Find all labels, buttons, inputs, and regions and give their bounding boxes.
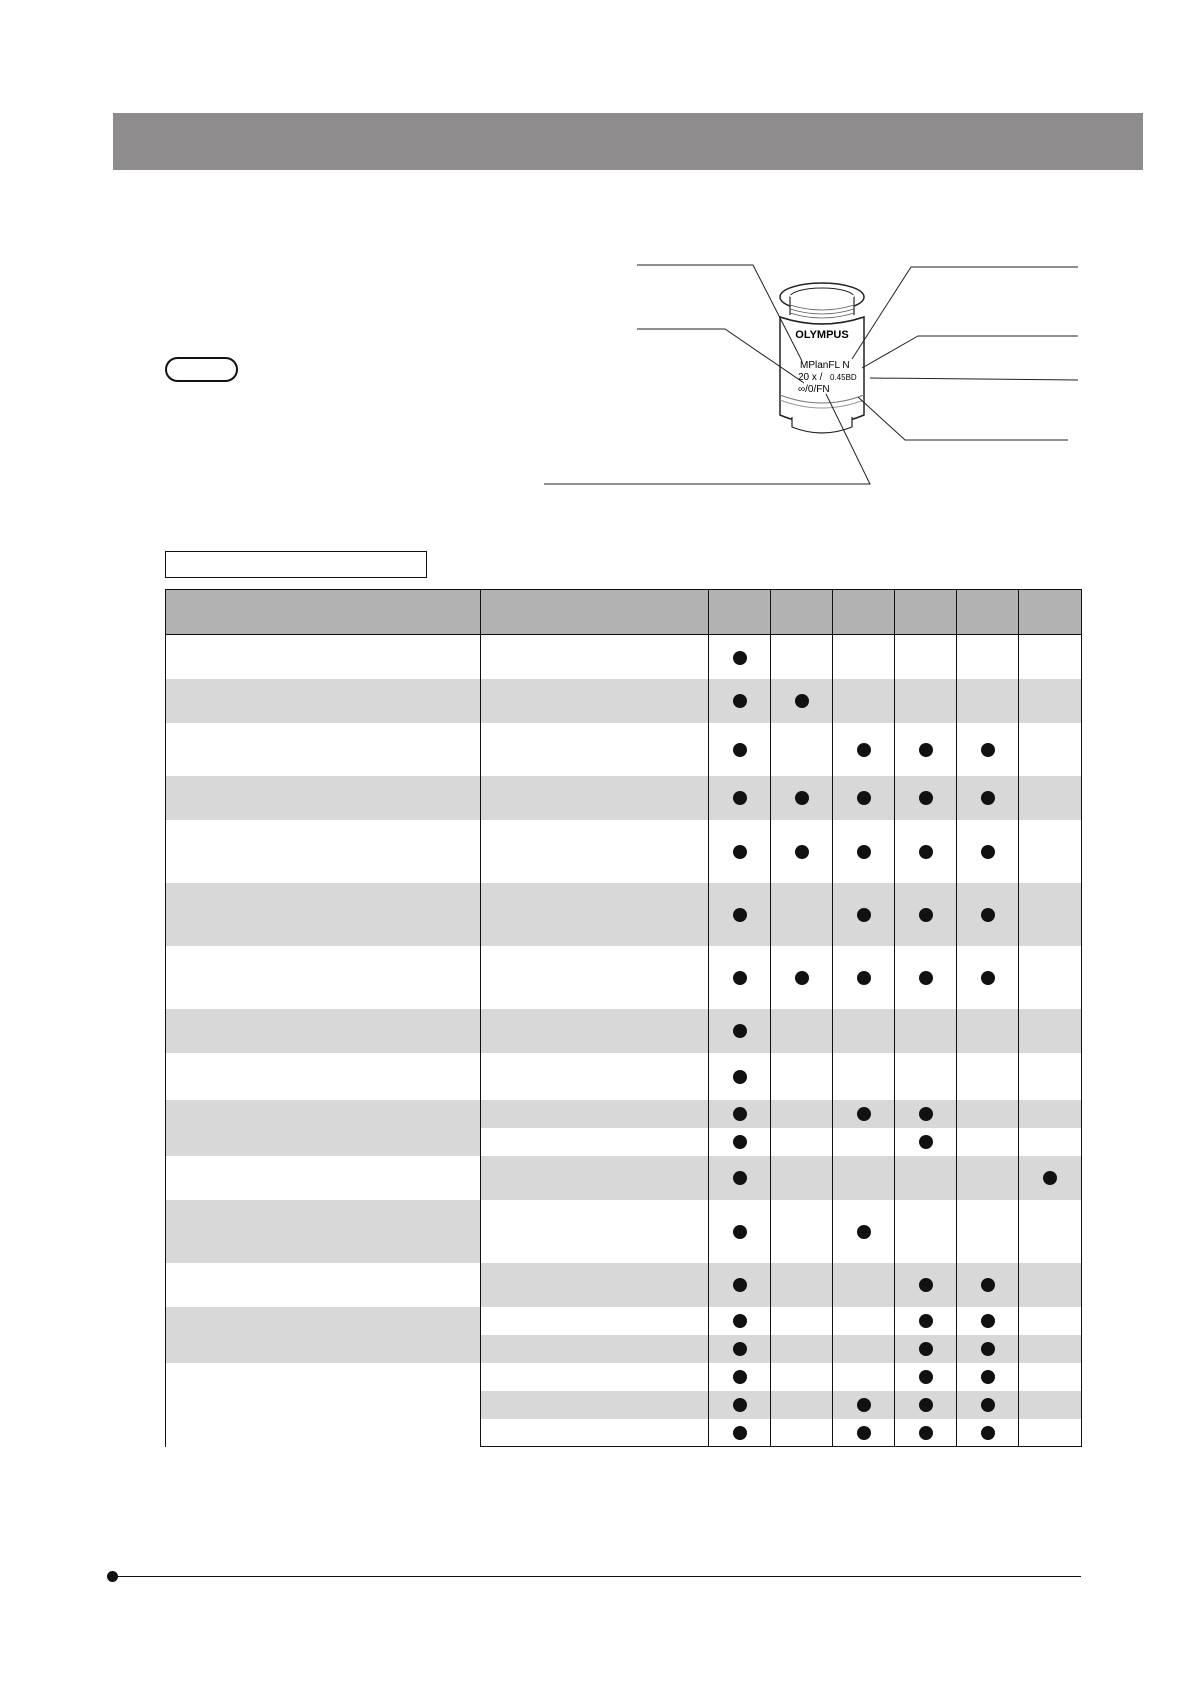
- compat-cell: [957, 1156, 1019, 1200]
- table-caption: [165, 551, 427, 578]
- item-cell: [166, 1100, 481, 1156]
- compat-cell: [895, 1200, 957, 1263]
- compat-cell: [833, 1128, 895, 1156]
- compat-cell: [771, 1053, 833, 1100]
- column-header: [481, 590, 709, 635]
- detail-cell: [481, 776, 709, 820]
- compat-cell: [709, 820, 771, 883]
- table-row: [166, 1156, 1082, 1200]
- compat-cell: [957, 1128, 1019, 1156]
- compatible-dot-icon: [733, 743, 747, 757]
- compat-cell: [957, 776, 1019, 820]
- compat-cell: [771, 1307, 833, 1335]
- detail-cell: [481, 1009, 709, 1053]
- compatible-dot-icon: [795, 971, 809, 985]
- detail-cell: [481, 1100, 709, 1128]
- compat-cell: [957, 679, 1019, 723]
- compat-cell: [957, 1307, 1019, 1335]
- compatible-dot-icon: [733, 845, 747, 859]
- compatible-dot-icon: [733, 1370, 747, 1384]
- compatible-dot-icon: [919, 791, 933, 805]
- compat-cell: [771, 1363, 833, 1391]
- compat-cell: [833, 1391, 895, 1419]
- compat-cell: [957, 946, 1019, 1009]
- compat-cell: [957, 1263, 1019, 1307]
- objective-field-number: ∞/0/FN: [798, 384, 830, 395]
- compat-cell: [1019, 1307, 1082, 1335]
- objective-numerical-aperture: 0.45BD: [830, 373, 857, 382]
- compatible-dot-icon: [733, 1314, 747, 1328]
- compatible-dot-icon: [981, 908, 995, 922]
- compat-cell: [833, 1200, 895, 1263]
- detail-cell: [481, 1391, 709, 1419]
- compat-cell: [895, 1363, 957, 1391]
- compat-cell: [1019, 679, 1082, 723]
- compatible-dot-icon: [981, 845, 995, 859]
- compatible-dot-icon: [1043, 1171, 1057, 1185]
- objective-diagram: [540, 255, 1080, 500]
- compat-cell: [771, 1263, 833, 1307]
- compat-cell: [709, 1307, 771, 1335]
- compat-cell: [957, 1100, 1019, 1128]
- compatible-dot-icon: [981, 1398, 995, 1412]
- compat-cell: [833, 679, 895, 723]
- compat-cell: [833, 1307, 895, 1335]
- column-header: [1019, 590, 1082, 635]
- compat-cell: [833, 1263, 895, 1307]
- compat-cell: [771, 776, 833, 820]
- detail-cell: [481, 1335, 709, 1363]
- table-row: [166, 1263, 1082, 1307]
- compat-cell: [833, 1335, 895, 1363]
- table-body: [166, 635, 1082, 1447]
- objective-magnification: 20 x /: [798, 372, 823, 383]
- item-cell: [166, 679, 481, 723]
- compat-cell: [709, 679, 771, 723]
- detail-cell: [481, 1053, 709, 1100]
- table-row: [166, 1009, 1082, 1053]
- compatible-dot-icon: [795, 845, 809, 859]
- detail-cell: [481, 1200, 709, 1263]
- compat-cell: [895, 1100, 957, 1128]
- compatible-dot-icon: [919, 1314, 933, 1328]
- detail-cell: [481, 1128, 709, 1156]
- compatible-dot-icon: [919, 1426, 933, 1440]
- item-cell: [166, 1009, 481, 1053]
- compatible-dot-icon: [733, 1342, 747, 1356]
- compatible-dot-icon: [981, 971, 995, 985]
- compat-cell: [1019, 1156, 1082, 1200]
- objective-model: MPlanFL N: [800, 360, 850, 371]
- detail-cell: [481, 820, 709, 883]
- compat-cell: [895, 1263, 957, 1307]
- compat-cell: [957, 1053, 1019, 1100]
- item-cell: [166, 946, 481, 1009]
- compat-cell: [709, 776, 771, 820]
- compat-cell: [833, 1100, 895, 1128]
- item-cell: [166, 1053, 481, 1100]
- compat-cell: [771, 1100, 833, 1128]
- compat-cell: [895, 1335, 957, 1363]
- column-header: [709, 590, 771, 635]
- compat-cell: [833, 1156, 895, 1200]
- compat-cell: [957, 1009, 1019, 1053]
- compat-cell: [771, 1335, 833, 1363]
- table-row: [166, 776, 1082, 820]
- compat-cell: [833, 820, 895, 883]
- footer-bullet: [107, 1571, 118, 1582]
- table-row: [166, 679, 1082, 723]
- detail-cell: [481, 635, 709, 679]
- detail-cell: [481, 1263, 709, 1307]
- item-cell: [166, 1363, 481, 1447]
- detail-cell: [481, 1307, 709, 1335]
- compat-cell: [709, 1100, 771, 1128]
- compat-cell: [771, 723, 833, 776]
- compat-cell: [895, 1009, 957, 1053]
- compatible-dot-icon: [919, 743, 933, 757]
- compat-cell: [895, 1307, 957, 1335]
- compat-cell: [1019, 1009, 1082, 1053]
- detail-cell: [481, 723, 709, 776]
- compat-cell: [1019, 946, 1082, 1009]
- compat-cell: [709, 1391, 771, 1419]
- compatible-dot-icon: [733, 1398, 747, 1412]
- compat-cell: [709, 1363, 771, 1391]
- compat-cell: [833, 723, 895, 776]
- compat-cell: [709, 1263, 771, 1307]
- compatible-dot-icon: [919, 1370, 933, 1384]
- compat-cell: [709, 1200, 771, 1263]
- compat-cell: [709, 1053, 771, 1100]
- compat-cell: [709, 1419, 771, 1447]
- compat-cell: [833, 1419, 895, 1447]
- table-row: [166, 946, 1082, 1009]
- compatible-dot-icon: [857, 845, 871, 859]
- compat-cell: [771, 946, 833, 1009]
- column-header: [166, 590, 481, 635]
- compat-cell: [1019, 1391, 1082, 1419]
- compat-cell: [833, 946, 895, 1009]
- detail-cell: [481, 883, 709, 946]
- compat-cell: [833, 635, 895, 679]
- note-badge: [165, 357, 238, 382]
- detail-cell: [481, 1156, 709, 1200]
- objective-brand: OLYMPUS: [795, 329, 849, 341]
- compatible-dot-icon: [733, 1225, 747, 1239]
- compatible-dot-icon: [857, 908, 871, 922]
- table-row: [166, 1363, 1082, 1391]
- item-cell: [166, 1200, 481, 1263]
- detail-cell: [481, 1419, 709, 1447]
- compat-cell: [1019, 776, 1082, 820]
- compat-cell: [895, 1156, 957, 1200]
- compat-cell: [709, 1335, 771, 1363]
- compat-cell: [771, 1419, 833, 1447]
- compatible-dot-icon: [857, 743, 871, 757]
- item-cell: [166, 776, 481, 820]
- column-header: [895, 590, 957, 635]
- compat-cell: [1019, 1200, 1082, 1263]
- item-cell: [166, 635, 481, 679]
- table-row: [166, 635, 1082, 679]
- compat-cell: [957, 820, 1019, 883]
- compatible-dot-icon: [981, 1314, 995, 1328]
- compat-cell: [1019, 1335, 1082, 1363]
- compatible-dot-icon: [919, 908, 933, 922]
- compatible-dot-icon: [733, 1426, 747, 1440]
- compat-cell: [709, 635, 771, 679]
- compat-cell: [1019, 1419, 1082, 1447]
- compatible-dot-icon: [981, 1342, 995, 1356]
- compat-cell: [895, 946, 957, 1009]
- compat-cell: [709, 1128, 771, 1156]
- compatible-dot-icon: [857, 1107, 871, 1121]
- compatible-dot-icon: [795, 791, 809, 805]
- compat-cell: [771, 679, 833, 723]
- compat-cell: [957, 1391, 1019, 1419]
- compat-cell: [957, 1335, 1019, 1363]
- compat-cell: [957, 1419, 1019, 1447]
- compatible-dot-icon: [795, 694, 809, 708]
- column-header: [957, 590, 1019, 635]
- detail-cell: [481, 946, 709, 1009]
- compat-cell: [771, 1009, 833, 1053]
- compatible-dot-icon: [733, 651, 747, 665]
- compat-cell: [895, 1391, 957, 1419]
- item-cell: [166, 883, 481, 946]
- column-header: [771, 590, 833, 635]
- compatible-dot-icon: [733, 908, 747, 922]
- compat-cell: [895, 1128, 957, 1156]
- compat-cell: [709, 1156, 771, 1200]
- compat-cell: [1019, 820, 1082, 883]
- compatible-dot-icon: [733, 694, 747, 708]
- table-row: [166, 820, 1082, 883]
- compat-cell: [895, 1419, 957, 1447]
- compat-cell: [771, 1156, 833, 1200]
- compat-cell: [895, 776, 957, 820]
- compatible-dot-icon: [919, 845, 933, 859]
- item-cell: [166, 820, 481, 883]
- compatible-dot-icon: [919, 1398, 933, 1412]
- item-cell: [166, 1307, 481, 1363]
- compat-cell: [895, 723, 957, 776]
- item-cell: [166, 1263, 481, 1307]
- compatible-dot-icon: [733, 791, 747, 805]
- detail-cell: [481, 1363, 709, 1391]
- column-header: [833, 590, 895, 635]
- compat-cell: [1019, 1363, 1082, 1391]
- table-row: [166, 1053, 1082, 1100]
- compatible-dot-icon: [919, 1278, 933, 1292]
- compatible-dot-icon: [919, 1342, 933, 1356]
- compat-cell: [957, 635, 1019, 679]
- compat-cell: [709, 723, 771, 776]
- compat-cell: [957, 1200, 1019, 1263]
- item-cell: [166, 723, 481, 776]
- compat-cell: [895, 820, 957, 883]
- compat-cell: [709, 883, 771, 946]
- table-row: [166, 883, 1082, 946]
- compat-cell: [771, 1128, 833, 1156]
- compatible-dot-icon: [981, 1426, 995, 1440]
- compatibility-table: [165, 589, 1082, 1447]
- compatible-dot-icon: [981, 1370, 995, 1384]
- compatible-dot-icon: [733, 1070, 747, 1084]
- compatible-dot-icon: [919, 1135, 933, 1149]
- table-row: [166, 723, 1082, 776]
- compatible-dot-icon: [733, 1024, 747, 1038]
- detail-cell: [481, 679, 709, 723]
- compat-cell: [771, 820, 833, 883]
- compat-cell: [833, 776, 895, 820]
- compatible-dot-icon: [733, 1171, 747, 1185]
- section-header-bar: [113, 113, 1143, 170]
- compat-cell: [957, 883, 1019, 946]
- compatible-dot-icon: [919, 1107, 933, 1121]
- compat-cell: [1019, 723, 1082, 776]
- compatible-dot-icon: [919, 971, 933, 985]
- compat-cell: [833, 1053, 895, 1100]
- compatible-dot-icon: [981, 791, 995, 805]
- compat-cell: [895, 883, 957, 946]
- compat-cell: [957, 723, 1019, 776]
- compat-cell: [771, 635, 833, 679]
- compat-cell: [895, 679, 957, 723]
- compat-cell: [833, 1363, 895, 1391]
- compat-cell: [1019, 635, 1082, 679]
- compatible-dot-icon: [857, 971, 871, 985]
- compat-cell: [957, 1363, 1019, 1391]
- compatible-dot-icon: [733, 971, 747, 985]
- compatible-dot-icon: [733, 1135, 747, 1149]
- compat-cell: [1019, 1053, 1082, 1100]
- compatible-dot-icon: [857, 1398, 871, 1412]
- footer-rule: [115, 1576, 1081, 1577]
- compat-cell: [895, 1053, 957, 1100]
- table-row: [166, 1200, 1082, 1263]
- compat-cell: [1019, 1263, 1082, 1307]
- compatible-dot-icon: [733, 1107, 747, 1121]
- compat-cell: [833, 883, 895, 946]
- compatible-dot-icon: [857, 791, 871, 805]
- table-row: [166, 1307, 1082, 1335]
- compat-cell: [709, 946, 771, 1009]
- compat-cell: [1019, 1100, 1082, 1128]
- compatible-dot-icon: [857, 1426, 871, 1440]
- compat-cell: [833, 1009, 895, 1053]
- compat-cell: [1019, 883, 1082, 946]
- compatible-dot-icon: [857, 1225, 871, 1239]
- compatible-dot-icon: [981, 1278, 995, 1292]
- compat-cell: [709, 1009, 771, 1053]
- compat-cell: [771, 883, 833, 946]
- compatible-dot-icon: [733, 1278, 747, 1292]
- table-row: [166, 1100, 1082, 1128]
- table-header-row: [166, 590, 1082, 635]
- compat-cell: [771, 1200, 833, 1263]
- compat-cell: [1019, 1128, 1082, 1156]
- objective-lens-illustration: [780, 283, 864, 433]
- item-cell: [166, 1156, 481, 1200]
- compatible-dot-icon: [981, 743, 995, 757]
- compat-cell: [771, 1391, 833, 1419]
- compat-cell: [895, 635, 957, 679]
